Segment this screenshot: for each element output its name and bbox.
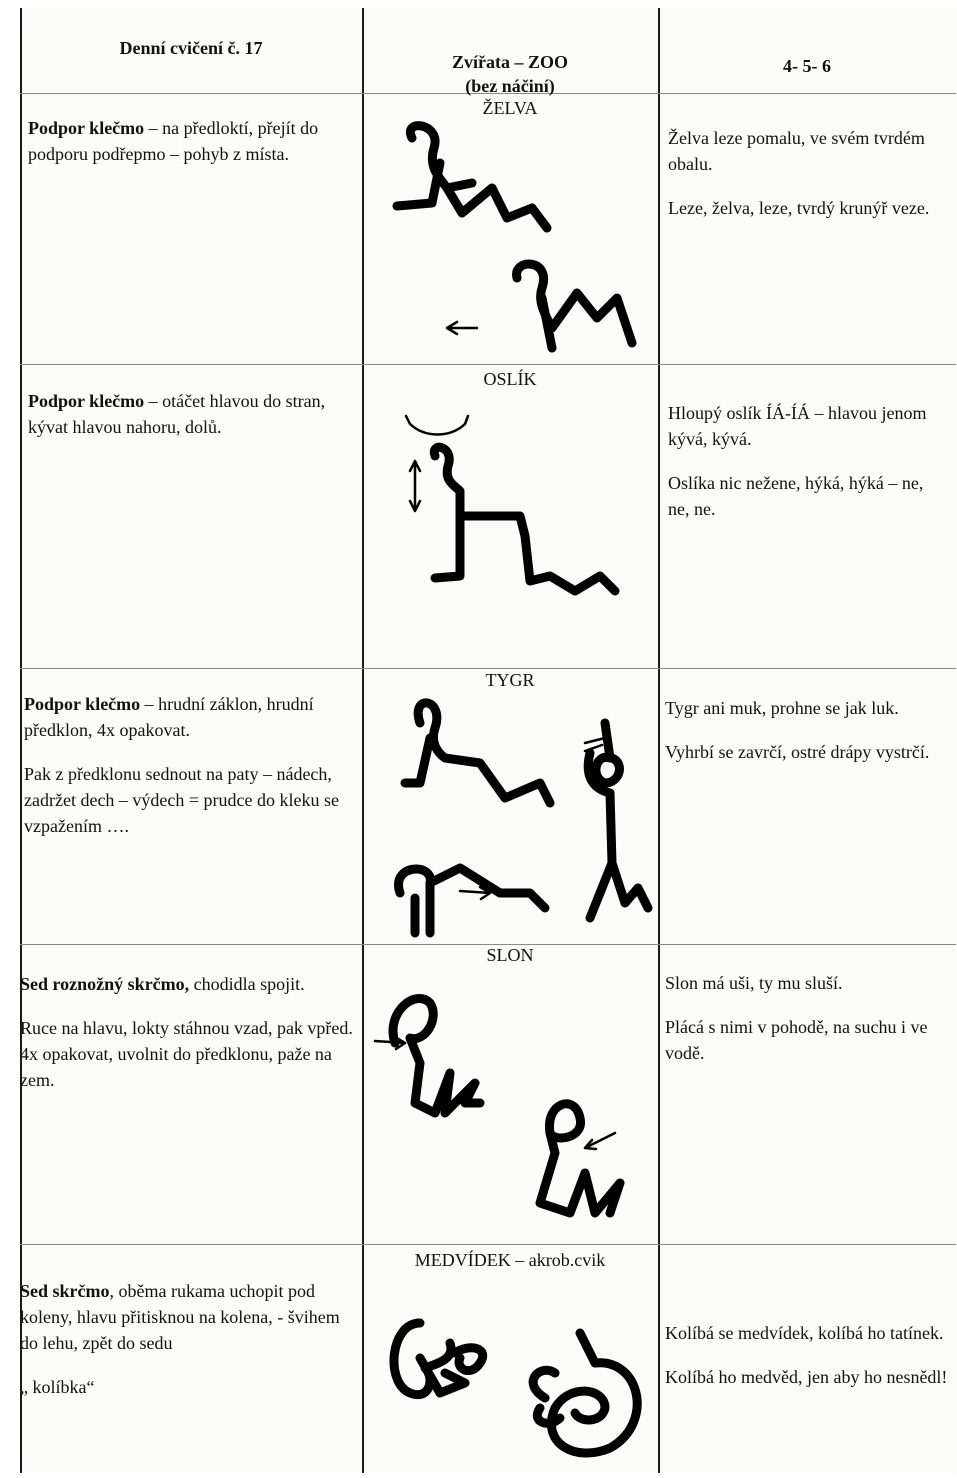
verse-zelva <box>668 125 948 239</box>
animal-title-slon: SLON <box>486 945 534 965</box>
exercise-para <box>20 1374 355 1400</box>
verse-tygr <box>665 695 950 783</box>
verse-stanza-1: Želva leze pomalu, ve svém tvrdém obalu. <box>668 128 925 174</box>
exercise-bold: Sed roznožný skrčmo, <box>20 974 190 994</box>
exercise-text-slon <box>20 971 355 1111</box>
verse-stanza-2: Plácá s nimi v pohodě, na suchu i ve vodě. <box>665 1017 928 1063</box>
exercise-body: „ kolíbka“ <box>20 1377 95 1397</box>
tiger-figure-illustration <box>380 693 650 948</box>
exercise-para <box>28 115 348 167</box>
exercise-para <box>20 971 355 997</box>
animal-title-oslik: OSLÍK <box>483 369 537 389</box>
row-divider-1 <box>20 364 956 365</box>
animal-title-tygr: TYGR <box>485 670 535 690</box>
verse-oslik <box>668 400 948 540</box>
header-theme-line2: (bez náčiní) <box>465 76 555 96</box>
exercise-text-zelva <box>28 115 348 185</box>
verse-stanza-1: Tygr ani muk, prohne se jak luk. <box>665 698 899 718</box>
turtle-figure-illustration <box>392 118 652 363</box>
verse-stanza-2: Oslíka nic nežene, hýká, hýká – ne, ne, ne. <box>668 473 924 519</box>
verse-stanza-1: Hloupý oslík ÍÁ-ÍÁ – hlavou jenom kývá, kývá. <box>668 403 927 449</box>
exercise-para <box>20 1278 355 1356</box>
exercise-body: – na předloktí, přejít do podporu podřepmo – pohyb z místa. <box>28 118 319 164</box>
verse-stanza-1: Kolíbá se medvídek, kolíbá ho tatínek. <box>665 1323 944 1343</box>
exercise-body: Ruce na hlavu, lokty stáhnou vzad, pak vpřed. 4x opakovat, uvolnit do předklonu, paže na zem. <box>20 1018 353 1090</box>
exercise-bold: Podpor klečmo <box>28 391 145 411</box>
table-border-left <box>20 8 22 1473</box>
exercise-para <box>24 761 349 839</box>
verse-stanza-1: Slon má uši, ty mu sluší. <box>665 973 843 993</box>
exercise-body: chodidla spojit. <box>189 974 305 994</box>
exercise-body: , oběma rukama uchopit pod koleny, hlavu přitisknou na kolena, - švihem do lehu, zpět do sedu <box>20 1281 340 1353</box>
animal-title-medvidek: MEDVÍDEK – akrob.cvik <box>414 1250 606 1270</box>
exercise-para <box>28 388 348 440</box>
header-age: 4- 5- 6 <box>783 56 831 76</box>
exercise-sheet <box>20 8 956 1473</box>
verse-medvidek <box>665 1320 950 1408</box>
donkey-figure-illustration <box>400 406 640 611</box>
header-title: Denní cvičení č. 17 <box>119 38 263 58</box>
column-divider-2 <box>658 8 660 1473</box>
elephant-figure-illustration <box>370 983 650 1248</box>
exercise-bold: Podpor klečmo <box>24 694 141 714</box>
exercise-bold: Podpor klečmo <box>28 118 145 138</box>
exercise-body: – otáčet hlavou do stran, kývat hlavou nahoru, dolů. <box>28 391 326 437</box>
bear-figure-illustration <box>380 1303 660 1478</box>
verse-stanza-2: Vyhrbí se zavrčí, ostré drápy vystrčí. <box>665 742 930 762</box>
header-theme-line1: Zvířata – ZOO <box>452 52 568 72</box>
exercise-para <box>20 1015 355 1093</box>
verse-stanza-2: Kolíbá ho medvěd, jen aby ho nesnědl! <box>665 1367 948 1387</box>
exercise-text-tygr <box>24 691 349 857</box>
exercise-body: – hrudní záklon, hrudní předklon, 4x opakovat. <box>24 694 314 740</box>
exercise-body: Pak z předklonu sednout na paty – nádech, zadržet dech – výdech = prudce do kleku se vzpažením …. <box>24 764 340 836</box>
verse-slon <box>665 970 950 1084</box>
header-theme <box>362 50 658 98</box>
exercise-bold: Sed skrčmo <box>20 1281 110 1301</box>
exercise-text-oslik <box>28 388 348 458</box>
animal-title-zelva: ŽELVA <box>482 98 538 118</box>
row-divider-2 <box>20 668 956 669</box>
exercise-text-medvidek <box>20 1278 355 1418</box>
exercise-para <box>24 691 349 743</box>
verse-stanza-2: Leze, želva, leze, tvrdý krunýř veze. <box>668 198 930 218</box>
